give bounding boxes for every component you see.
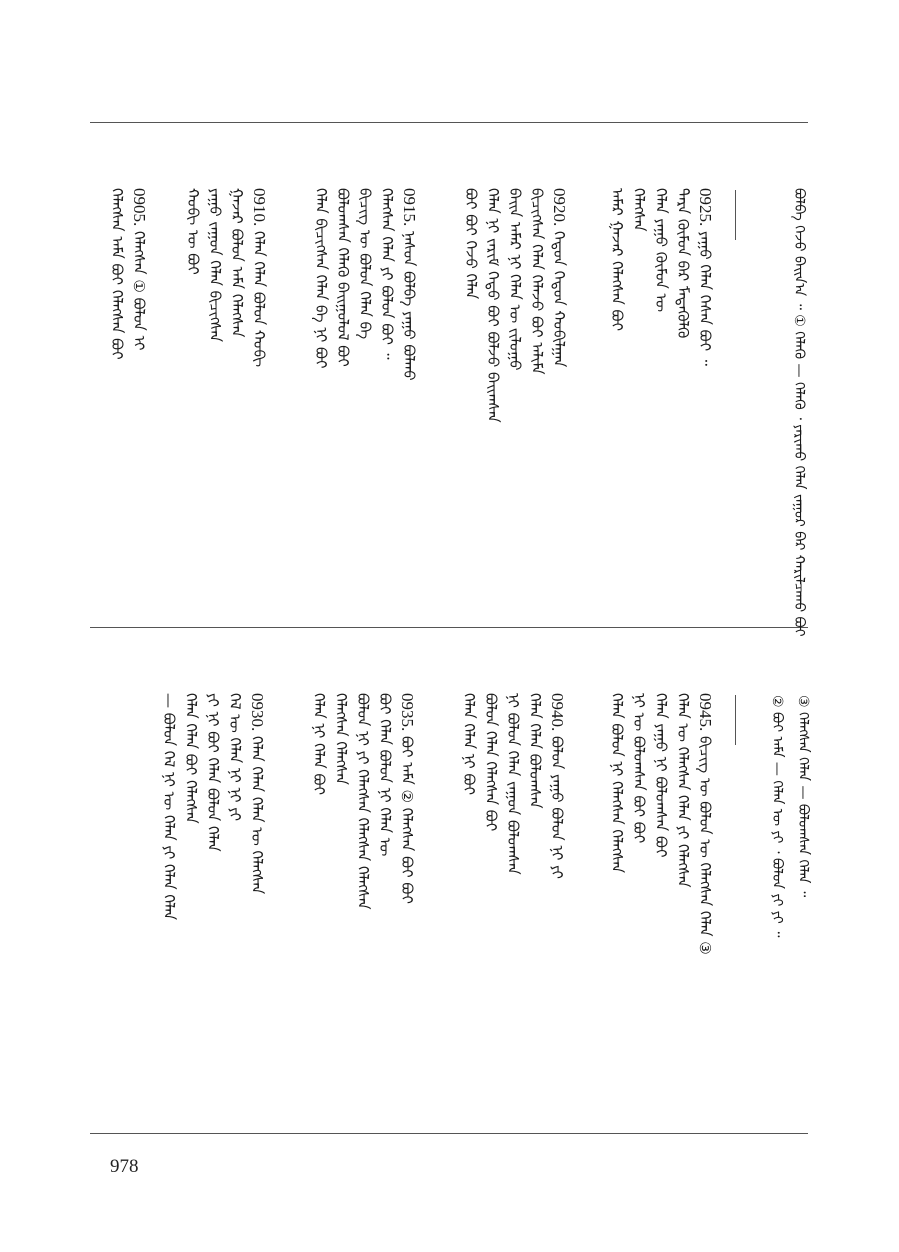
page-number: 978 (110, 1156, 139, 1177)
entry-0905: 0905. ᠬᠡᠯᠡᠭᠰᠡᠨ ① ᠪᠣᠯᠤᠨ ᠢ ᠬᠡᠯᠡᠭᠰᠡᠨ ᠠᠮᠠ ᠪᠤᠢ ᠬᠡᠯᠡᠭᠰᠡᠨ ᠪᠤᠢ (108, 188, 149, 360)
entry-0945: 0945. ᠪᠢᠴᠢᠭ ᠦ ᠪᠣᠯᠤᠨ ᠦ ᠬᠡᠯᠡᠭᠰᠡᠨ ᠬᠡᠯᠡᠨ ③ ᠬᠡᠯᠡᠨ ᠦ ᠬᠡᠯᠡᠭᠰᠡᠨ ᠬᠡᠯᠡᠨ ᠶᠢ ᠬᠡᠯᠡᠭᠰᠡᠨ ᠬᠡᠯᠡᠨ ᠶᠠᠭᠤ ᠨᠢ ᠪᠣᠯᠤᠭᠰᠠᠨ ᠪᠤᠢ ᠨᠢ ᠦ ᠪᠣᠯᠤᠭᠰᠠᠨ ᠪᠤᠢ ᠪᠤᠢ ᠬᠡᠯᠡᠨ ᠪᠣᠯᠤᠨ ᠨᠢ ᠬᠡᠯᠡᠭᠰᠡᠨ ᠬᠡᠯᠡᠭᠰᠡᠨ (608, 693, 715, 955)
entry-0910: 0910. ᠬᠡᠯᠡᠨ ᠬᠡᠯᠡᠨ ᠪᠣᠯᠤᠨ ᠬᠤᠪᠢ ᠭᠠᠵᠠᠷ ᠪᠣᠯᠤᠨ ᠠᠮᠠ ᠬᠡᠯᠡᠭᠰᠡᠨ ᠶᠠᠭᠤ ᠵᠠᠭᠤᠨ ᠬᠡᠯᠡᠨ ᠪᠢᠴᠢᠭᠰᠡᠨ ᠬᠤᠪᠢ ᠦ ᠪᠤᠢ (184, 188, 269, 368)
upper-footnote: ᠪᠣᠯᠪᠠ ᠭᠡᠵᠦ ᠪᠠᠢᠨ᠎ᠠ ᠃ ① ᠬᠡᠯᠡᠬᠦ — ᠬᠡᠯᠡᠬᠦ ᠂ ᠶᠠᠷᠢᠬᠤ ᠬᠡᠯᠡᠨ ᠵᠠᠭᠤᠷ ᠪᠡᠷ ᠬᠠᠷᠢᠯᠴᠠᠬᠤ ᠪᠤᠢ (791, 188, 807, 637)
entry-0920: 0920. ᠬᠡᠳᠦᠨ ᠬᠡᠳᠦᠨ ᠬᠤᠪᠢᠯᠭᠠᠨ ᠪᠢᠴᠢᠭᠰᠡᠨ ᠬᠡᠯᠡᠨ ᠬᠡᠯᠡᠵᠦ ᠪᠤᠢ ᠠᠯᠢᠮᠠ ᠪᠠᠢᠨ ᠠᠮᠠᠷ ᠨᠢ ᠬᠡᠯᠡᠨ ᠦ ᠵᠢᠯᠤᠭᠤ ᠬᠡᠯᠡᠨ ᠨᠢ ᠵᠠᠷᠢᠮ ᠬᠡᠳᠦ ᠪᠤᠢ ᠪᠣᠯᠵᠤ ᠪᠠᠢᠭᠰᠠᠨ ᠪᠤᠢ ᠪᠤᠢ ᠭᠡᠵᠦ ᠬᠡᠯᠡᠨ (462, 188, 569, 423)
lower-footnote-3: ③ ᠬᠡᠯᠡᠭᠰᠡᠨ ᠬᠡᠯᠡᠨ — ᠪᠣᠯᠤᠭᠰᠠᠨ ᠬᠡᠯᠡᠨ ᠃ (795, 695, 811, 898)
lower-footnote-separator (735, 695, 736, 745)
entry-0930: 0930. ᠬᠡᠯᠡᠨ ᠬᠡᠯᠡᠨ ᠬᠡᠯᠡᠨ ᠦ ᠬᠡᠯᠡᠭᠰᠡᠨ ᠬᠡᠯ ᠦ ᠬᠡᠯᠡᠨ ᠨᠢ ᠨᠢ ᠶᠢ ᠶᠢ ᠨᠢ ᠪᠤᠢ ᠬᠡᠯᠡᠨ ᠪᠣᠯᠤᠨ ᠬᠡᠯᠡᠨ ᠬᠡᠯᠡᠨ ᠬᠡᠯᠡᠨ ᠪᠤᠢ ᠬᠡᠯᠡᠭᠰᠡᠨ — ᠪᠣᠯᠤᠨ ᠬᠡᠯ ᠨᠢ ᠦ ᠬᠡᠯᠡᠨ ᠶᠢ ᠬᠡᠯᠡᠨ ᠬᠡᠯᠡᠨ (160, 693, 267, 921)
lower-footnote-2: ② ᠪᠤᠢ ᠠᠮᠠ — ᠬᠡᠯᠡᠨ ᠦ ᠶᠢ ᠂ ᠪᠣᠯᠤᠨ ᠶᠢ ᠶᠢ ᠃ (769, 695, 785, 938)
entry-0915: 0915. ᠨᠠᠰᠤᠨ ᠪᠣᠯᠪᠠ ᠶᠠᠭᠤ ᠪᠣᠯᠬᠤ ᠬᠡᠯᠡᠭᠰᠡᠨ ᠬᠡᠯᠡᠨ ᠶᠢ ᠪᠣᠯᠤᠨ ᠪᠤᠢ ᠃ ᠪᠢᠴᠢᠭ ᠦ ᠪᠣᠯᠤᠨ ᠬᠡᠯᠡᠨ ᠪᠠ ᠪᠣᠯᠤᠭᠰᠠᠨ ᠬᠡᠯᠡᠬᠦ ᠪᠠᠢᠭᠤᠯᠤᠯ ᠪᠤᠢ ᠬᠡᠯᠡᠨ ᠪᠢᠴᠢᠭᠰᠡᠨ ᠬᠡᠯᠡᠨ ᠪᠡ ᠨᠢ ᠪᠤᠢ (312, 188, 419, 381)
entry-0935: 0935. ᠪᠤᠢ ᠠᠮᠠ ② ᠬᠡᠯᠡᠭᠰᠡᠨ ᠪᠤᠢ ᠪᠤᠢ ᠪᠤᠢ ᠬᠡᠯᠡᠨ ᠪᠣᠯᠤᠨ ᠨᠢ ᠬᠡᠯᠡᠨ ᠦ ᠪᠣᠯᠤᠨ ᠨᠢ ᠶᠢ ᠬᠡᠯᠡᠭᠰᠡᠨ ᠬᠡᠯᠡᠭᠰᠡᠨ ᠬᠡᠯᠡᠭᠰᠡᠨ ᠬᠡᠯᠡᠭᠰᠡᠨ ᠬᠡᠯᠡᠭᠰᠡᠨ ᠬᠡᠯᠡᠨ ᠨᠢ ᠬᠡᠯᠡᠨ ᠪᠤᠢ (310, 693, 417, 910)
entry-0925: 0925. ᠶᠠᠭᠤ ᠬᠡᠯᠡᠨ ᠭᠡᠰᠡᠨ ᠪᠤᠢ ᠃ ᠲᠡᠷᠡ ᠬᠦᠮᠦᠨ ᠪᠠᠷ ᠮᠡᠳᠡᠭᠦᠯᠬᠦ ᠬᠡᠯᠡᠨ ᠶᠠᠭᠤ ᠬᠦᠮᠦᠨ ᠦ ᠬᠡᠯᠡᠭᠰᠡᠨ ᠠᠮᠠᠷ ᠭᠠᠵᠠᠷ ᠬᠡᠯᠡᠭᠰᠡᠨ ᠪᠤᠢ (608, 188, 715, 366)
entry-0940: 0940. ᠪᠣᠯᠤᠨ ᠶᠠᠭᠤ ᠪᠣᠯᠤᠨ ᠨᠢ ᠶᠢ ᠬᠡᠯᠡᠨ ᠬᠡᠯᠡᠨ ᠪᠣᠯᠤᠭᠰᠠᠨ ᠨᠢ ᠪᠣᠯᠤᠨ ᠬᠡᠯᠡᠨ ᠵᠠᠭᠤᠨ ᠪᠣᠯᠤᠭᠰᠠᠨ ᠪᠣᠯᠤᠨ ᠬᠡᠯᠡᠨ ᠬᠡᠯᠡᠭᠰᠡᠨ ᠪᠤᠢ ᠬᠡᠯᠡᠨ ᠬᠡᠯᠡᠨ ᠨᠢ ᠪᠤᠢ (460, 693, 567, 879)
